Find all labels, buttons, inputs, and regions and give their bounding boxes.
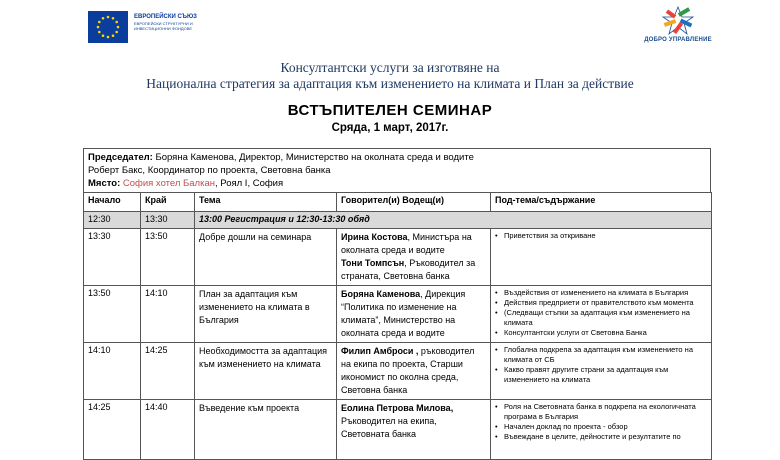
header-speakers: Говорител(и) Водещ(и) — [337, 193, 491, 212]
header-start: Начало — [84, 193, 141, 212]
row-start: 14:10 — [84, 343, 141, 400]
eu-logo — [88, 11, 197, 43]
subtopic-item: • Въвеждане в целите, дейностите и резултатите по — [495, 432, 707, 442]
speaker-name: Тони Томпсън — [341, 258, 405, 268]
subtopic-item: • Какво правят другите страни за адаптация към изменението на климата — [495, 365, 707, 385]
speaker-name: Ирина Костова — [341, 232, 408, 242]
row-start: 14:25 — [84, 400, 141, 460]
row-speakers — [337, 229, 491, 286]
schedule-table — [83, 192, 712, 460]
table-row — [84, 400, 712, 460]
title-line-1: Консултантски услуги за изготвяне на — [280, 60, 500, 75]
row-topic: Добре дошли на семинара — [195, 229, 337, 286]
subtopic-item: • Консултантски услуги от Световна Банка — [495, 328, 707, 338]
chair-label: Председател: — [88, 152, 153, 163]
subtopic-item: • Начален доклад по проекта - обзор — [495, 422, 707, 432]
row-end: 14:40 — [141, 400, 195, 460]
registration-start: 12:30 — [84, 212, 141, 229]
place-line — [88, 177, 706, 190]
seminar-info-box — [83, 148, 711, 192]
venue-rest: , Роял I, София — [215, 178, 284, 189]
speaker-name: Филип Амброси , — [341, 346, 419, 356]
subtopic-item: • Приветствия за откриване — [495, 231, 707, 241]
row-end: 14:10 — [141, 286, 195, 343]
title-line-2: Национална стратегия за адаптация към изменението на климата и План за действие — [146, 76, 634, 91]
subtopic-item: • Глобална подкрепа за адаптация към изменението на климата от СБ — [495, 345, 707, 365]
header-subtopic: Под-тема/съдържание — [491, 193, 712, 212]
chair-line — [88, 151, 706, 164]
row-speakers — [337, 400, 491, 460]
speaker-name: Еолина Петрова Милова, — [341, 403, 454, 413]
speaker-role: , Ръководител за страната, Световна банка — [341, 258, 476, 281]
title-block — [0, 60, 780, 134]
registration-row — [84, 212, 712, 229]
row-subtopics — [491, 343, 712, 400]
table-row — [84, 343, 712, 400]
row-speakers — [337, 343, 491, 400]
place-label: Място: — [88, 178, 121, 189]
header-logos — [0, 0, 780, 60]
subtopic-item: • (Следващи стъпки за адаптация към изменението на климата — [495, 308, 707, 328]
table-row — [84, 286, 712, 343]
eu-flag-icon — [88, 11, 128, 43]
subtopic-item: • Действия предприети от правителството към момента — [495, 298, 707, 308]
eu-name: ЕВРОПЕЙСКИ СЪЮЗ — [134, 14, 197, 20]
speaker-role: , Министъра на околната среда и водите — [341, 232, 472, 255]
header-end: Край — [141, 193, 195, 212]
seminar-title: ВСТЪПИТЕЛЕН СЕМИНАР — [287, 102, 493, 119]
subtopic-item: • Въздействия от изменението на климата в България — [495, 288, 707, 298]
speaker-role: ръководител на екипа по проекта, Старши икономист по околна среда, Световна банка — [341, 346, 475, 395]
registration-text: 13:00 Регистрация и 12:30-13:30 обяд — [195, 212, 712, 229]
speaker-role: , Дирекция “Политика по изменение на климата”, Министерство на околната среда и водите — [341, 289, 466, 338]
eu-subtitle: ЕВРОПЕЙСКИ СТРУКТУРНИ И ИНВЕСТИЦИОННИ ФОНДОВЕ — [134, 21, 193, 31]
table-header-row — [84, 193, 712, 212]
row-start: 13:30 — [84, 229, 141, 286]
venue-name: София хотел Балкан — [122, 178, 215, 189]
speaker-role: Ръководител на екипа, Световната банка — [341, 416, 437, 439]
chair-value: Боряна Каменова, Директор, Министерство на околната среда и водите — [155, 152, 474, 163]
good-governance-star-icon — [658, 6, 698, 36]
subtopic-item: • Роля на Световната банка в подкрепа на екологичната програма в България — [495, 402, 707, 422]
row-topic: План за адаптация към изменението на климата в България — [195, 286, 337, 343]
coordinator-line: Роберт Бакс, Координатор по проекта, Световна банка — [88, 165, 331, 176]
table-row — [84, 229, 712, 286]
seminar-date: Сряда, 1 март, 2017г. — [331, 122, 449, 134]
row-start: 13:50 — [84, 286, 141, 343]
row-topic: Необходимостта за адаптация към изменението на климата — [195, 343, 337, 400]
registration-end: 13:30 — [141, 212, 195, 229]
speaker-name: Боряна Каменова — [341, 289, 421, 299]
good-governance-logo — [638, 6, 718, 43]
row-topic: Въведение към проекта — [195, 400, 337, 460]
row-end: 13:50 — [141, 229, 195, 286]
row-speakers — [337, 286, 491, 343]
row-subtopics — [491, 400, 712, 460]
row-subtopics — [491, 286, 712, 343]
header-topic: Тема — [195, 193, 337, 212]
good-governance-label: ДОБРО УПРАВЛЕНИЕ — [644, 37, 712, 43]
row-end: 14:25 — [141, 343, 195, 400]
row-subtopics — [491, 229, 712, 286]
